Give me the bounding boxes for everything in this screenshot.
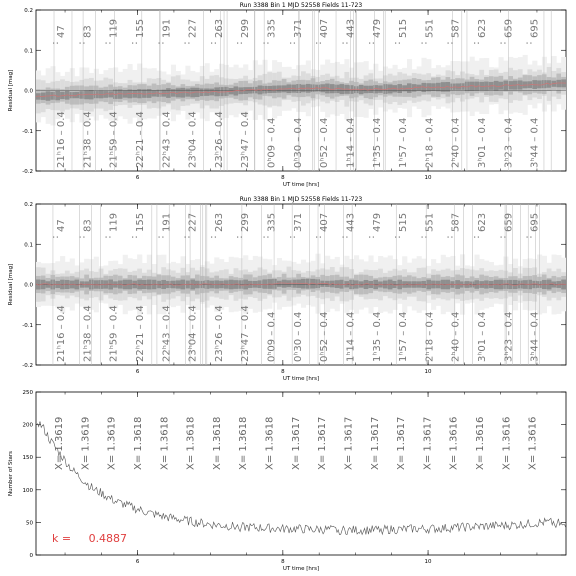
field-number-label: 119 xyxy=(108,18,120,38)
time-offset-label: 0ʰ52 – 0.4 xyxy=(319,117,331,168)
airmass-label: X= 1.3617 xyxy=(396,416,408,470)
field-separator: : xyxy=(128,235,140,239)
y-tick-label: 200 xyxy=(22,422,33,429)
field-number-label: 695 xyxy=(529,18,541,38)
field-number-label: 443 xyxy=(345,18,357,38)
field-separator: : xyxy=(313,41,325,45)
airmass-label: X= 1.3618 xyxy=(132,416,144,470)
field-separator: : xyxy=(523,41,535,45)
field-number-label: 551 xyxy=(424,18,436,38)
density-cell xyxy=(330,84,335,93)
time-offset-label: 3ʰ01 – 0.4 xyxy=(477,311,489,362)
field-separator: : xyxy=(418,235,430,239)
field-number-label: 335 xyxy=(266,18,278,38)
y-tick-label: 100 xyxy=(22,487,33,494)
field-number-label: 479 xyxy=(371,18,383,38)
time-offset-label: 22ʰ43 – 0.4 xyxy=(161,111,173,168)
field-separator: : xyxy=(313,235,325,239)
density-cell xyxy=(282,280,287,288)
y-axis-label: Number of Stars xyxy=(8,450,14,497)
field-separator: : xyxy=(102,41,114,45)
field-number-label: 515 xyxy=(398,212,410,232)
field-number-label: 659 xyxy=(503,18,515,38)
field-separator: : xyxy=(471,41,483,45)
x-tick-label: 6 xyxy=(135,369,140,375)
airmass-label: X= 1.3618 xyxy=(211,416,223,470)
field-separator: : xyxy=(155,41,167,45)
field-number-label: 299 xyxy=(240,212,252,232)
panel-3 xyxy=(8,390,566,572)
time-offset-label: 3ʰ44 – 0.4 xyxy=(529,311,541,362)
field-number-label: 263 xyxy=(213,18,225,38)
field-separator: : xyxy=(181,235,193,239)
density-cell xyxy=(556,80,561,87)
airmass-label: X= 1.3616 xyxy=(475,416,487,470)
field-separator: : xyxy=(207,41,219,45)
time-offset-label: 1ʰ14 – 0.4 xyxy=(345,117,357,168)
field-separator: : xyxy=(444,235,456,239)
airmass-label: X= 1.3618 xyxy=(264,416,276,470)
field-separator: : xyxy=(392,41,404,45)
time-offset-label: 2ʰ40 – 0.4 xyxy=(450,311,462,362)
field-number-label: 227 xyxy=(187,212,199,232)
x-axis-label: UT time [hrs] xyxy=(282,182,320,188)
time-offset-label: 1ʰ57 – 0.4 xyxy=(398,117,410,168)
airmass-label: X= 1.3617 xyxy=(317,416,329,470)
airmass-label: X= 1.3618 xyxy=(159,416,171,470)
field-number-label: 155 xyxy=(134,18,146,38)
field-number-label: 551 xyxy=(424,212,436,232)
time-offset-label: 21ʰ38 – 0.4 xyxy=(82,111,94,168)
time-offset-label: 21ʰ16 – 0.4 xyxy=(56,305,67,362)
airmass-label: X= 1.3618 xyxy=(185,416,197,470)
field-number-label: 515 xyxy=(398,18,410,38)
extinction-coefficient-label: k = 0.4887 xyxy=(52,532,128,545)
time-offset-label: 1ʰ14 – 0.4 xyxy=(345,311,357,362)
field-number-label: 83 xyxy=(82,219,94,232)
field-separator: : xyxy=(497,235,509,239)
time-offset-label: 0ʰ52 – 0.4 xyxy=(319,311,331,362)
x-tick-label: 10 xyxy=(424,175,432,181)
field-number-label: 299 xyxy=(240,18,252,38)
field-separator: : xyxy=(365,235,377,239)
time-offset-label: 21ʰ59 – 0.4 xyxy=(108,305,120,362)
field-number-label: 695 xyxy=(529,212,541,232)
x-tick-label: 8 xyxy=(281,559,285,565)
field-number-label: 479 xyxy=(371,212,383,232)
field-separator: : xyxy=(207,235,219,239)
y-tick-label: -0.2 xyxy=(22,363,33,369)
field-number-label: 587 xyxy=(450,212,462,232)
time-offset-label: 22ʰ21 – 0.4 xyxy=(134,111,146,168)
x-tick-label: 6 xyxy=(135,175,140,181)
time-offset-label: 1ʰ35 – 0.4 xyxy=(371,117,383,168)
field-number-label: 371 xyxy=(292,212,304,232)
airmass-label: X= 1.3619 xyxy=(80,416,92,470)
y-axis-label: Residual [mag] xyxy=(8,263,14,306)
chart-title: Run 3388 Bin 1 MJD 52558 Fields 11-723 xyxy=(239,2,363,9)
y-tick-label: 0.0 xyxy=(24,282,33,289)
field-separator: : xyxy=(128,41,140,45)
time-offset-label: 21ʰ16 – 0.4 xyxy=(56,111,67,168)
airmass-label: X= 1.3618 xyxy=(238,416,250,470)
y-tick-label: 150 xyxy=(22,455,33,462)
field-number-label: 623 xyxy=(477,212,489,232)
time-offset-label: 0ʰ09 – 0.4 xyxy=(266,117,278,168)
field-separator: : xyxy=(339,41,351,45)
field-separator: : xyxy=(497,41,509,45)
field-separator: : xyxy=(471,235,483,239)
field-number-label: 623 xyxy=(477,18,489,38)
time-offset-label: 3ʰ01 – 0.4 xyxy=(477,117,489,168)
y-tick-label: 0.0 xyxy=(24,88,33,95)
field-separator: : xyxy=(155,235,167,239)
field-separator: : xyxy=(286,41,298,45)
x-tick-label: 10 xyxy=(424,369,432,375)
field-separator: : xyxy=(50,41,61,45)
y-tick-label: 250 xyxy=(22,390,33,396)
y-tick-label: -0.1 xyxy=(22,322,33,329)
field-number-label: 587 xyxy=(450,18,462,38)
time-offset-label: 0ʰ30 – 0.4 xyxy=(292,311,304,362)
field-number-label: 191 xyxy=(161,18,173,38)
field-number-label: 371 xyxy=(292,18,304,38)
y-axis-label: Residual [mag] xyxy=(8,69,14,112)
field-separator: : xyxy=(260,235,272,239)
time-offset-label: 1ʰ35 – 0.4 xyxy=(371,311,383,362)
field-number-label: 155 xyxy=(134,212,146,232)
field-number-label: 47 xyxy=(56,25,67,38)
airmass-label: X= 1.3617 xyxy=(343,416,355,470)
panel-2 xyxy=(8,196,566,382)
y-tick-label: -0.2 xyxy=(22,169,33,175)
field-number-label: 659 xyxy=(503,212,515,232)
field-number-label: 227 xyxy=(187,18,199,38)
time-offset-label: 22ʰ21 – 0.4 xyxy=(134,305,146,362)
time-offset-label: 22ʰ43 – 0.4 xyxy=(161,305,173,362)
time-offset-label: 23ʰ26 – 0.4 xyxy=(213,305,225,362)
field-number-label: 83 xyxy=(82,25,94,38)
field-separator: : xyxy=(181,41,193,45)
field-number-label: 263 xyxy=(213,212,225,232)
field-separator: : xyxy=(444,41,456,45)
y-tick-label: 0.2 xyxy=(24,8,33,14)
field-number-label: 443 xyxy=(345,212,357,232)
time-offset-label: 21ʰ38 – 0.4 xyxy=(82,305,94,362)
x-tick-label: 10 xyxy=(424,559,432,565)
density-cell xyxy=(70,92,75,98)
time-offset-label: 3ʰ44 – 0.4 xyxy=(529,117,541,168)
field-separator: : xyxy=(234,41,246,45)
time-offset-label: 2ʰ18 – 0.4 xyxy=(424,117,436,168)
field-number-label: 119 xyxy=(108,212,120,232)
field-separator: : xyxy=(76,41,88,45)
chart-title: Run 3388 Bin 1 MJD 52558 Fields 11-723 xyxy=(239,196,363,203)
time-offset-label: 23ʰ04 – 0.4 xyxy=(187,305,199,362)
density-cell xyxy=(272,86,277,93)
time-offset-label: 3ʰ23 – 0.4 xyxy=(503,117,515,168)
panel-1 xyxy=(8,2,566,188)
field-separator: : xyxy=(392,235,404,239)
field-number-label: 47 xyxy=(56,219,67,232)
time-offset-label: 1ʰ57 – 0.4 xyxy=(398,311,410,362)
time-offset-label: 21ʰ59 – 0.4 xyxy=(108,111,120,168)
y-tick-label: 0.1 xyxy=(24,242,33,249)
y-tick-label: 50 xyxy=(26,520,33,527)
airmass-label: X= 1.3616 xyxy=(448,416,460,470)
time-offset-label: 23ʰ04 – 0.4 xyxy=(187,111,199,168)
time-offset-label: 23ʰ47 – 0.4 xyxy=(240,305,252,362)
airmass-label: X= 1.3617 xyxy=(422,416,434,470)
airmass-label: X= 1.3619 xyxy=(54,416,65,470)
field-separator: : xyxy=(76,235,88,239)
airmass-label: X= 1.3617 xyxy=(290,416,302,470)
plot-frame xyxy=(36,392,566,555)
y-tick-label: 0.2 xyxy=(24,202,33,208)
field-separator: : xyxy=(365,41,377,45)
field-separator: : xyxy=(339,235,351,239)
x-axis-label: UT time [hrs] xyxy=(282,566,320,572)
field-separator: : xyxy=(418,41,430,45)
field-number-label: 335 xyxy=(266,212,278,232)
field-separator: : xyxy=(102,235,114,239)
x-tick-label: 8 xyxy=(281,175,285,181)
y-tick-label: 0 xyxy=(29,553,33,559)
time-offset-label: 2ʰ40 – 0.4 xyxy=(450,117,462,168)
airmass-label: X= 1.3616 xyxy=(501,416,513,470)
y-tick-label: -0.1 xyxy=(22,128,33,135)
field-number-label: 191 xyxy=(161,212,173,232)
airmass-label: X= 1.3617 xyxy=(369,416,381,470)
field-separator: : xyxy=(234,235,246,239)
x-tick-label: 6 xyxy=(135,559,140,565)
x-axis-label: UT time [hrs] xyxy=(282,376,320,382)
density-cell xyxy=(262,279,267,288)
time-offset-label: 0ʰ30 – 0.4 xyxy=(292,117,304,168)
field-number-label: 407 xyxy=(319,212,331,232)
field-separator: : xyxy=(260,41,272,45)
x-tick-label: 8 xyxy=(281,369,285,375)
density-cell xyxy=(537,80,542,88)
field-separator: : xyxy=(50,235,61,239)
time-offset-label: 3ʰ23 – 0.4 xyxy=(503,311,515,362)
airmass-label: X= 1.3616 xyxy=(527,416,539,470)
time-offset-label: 23ʰ47 – 0.4 xyxy=(240,111,252,168)
airmass-label: X= 1.3619 xyxy=(106,416,118,470)
field-separator: : xyxy=(523,235,535,239)
field-separator: : xyxy=(286,235,298,239)
time-offset-label: 0ʰ09 – 0.4 xyxy=(266,311,278,362)
time-offset-label: 2ʰ18 – 0.4 xyxy=(424,311,436,362)
y-tick-label: 0.1 xyxy=(24,48,33,55)
time-offset-label: 23ʰ26 – 0.4 xyxy=(213,111,225,168)
field-number-label: 407 xyxy=(319,18,331,38)
